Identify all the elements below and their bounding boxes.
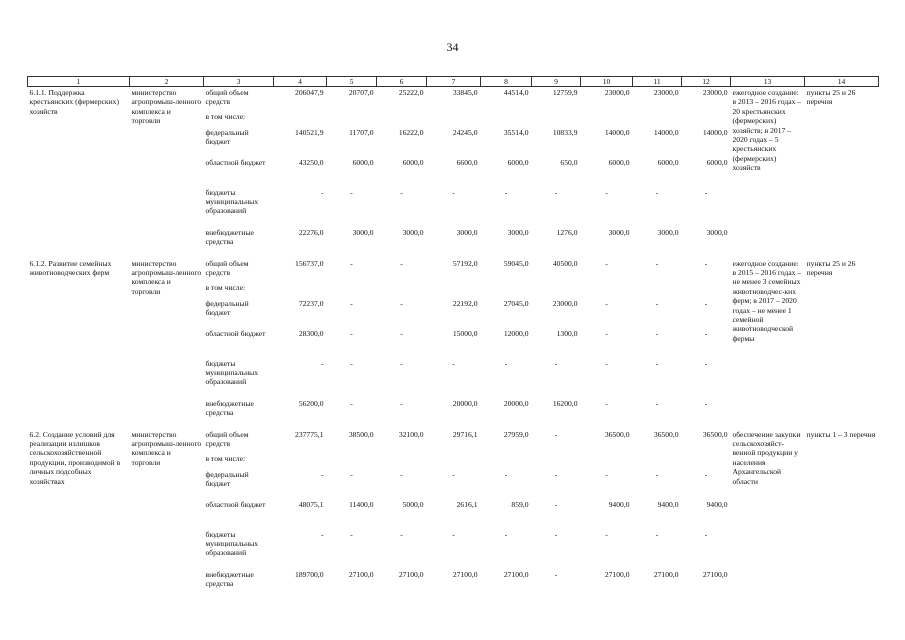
funding-value: 11400,0 [349,499,374,509]
column-number: 8 [481,77,532,87]
funding-source: федеральный бюджет [205,127,249,146]
funding-value: 9400,0 [608,499,630,509]
funding-value [327,282,377,298]
funding-value [532,111,581,127]
funding-value: - [605,529,608,539]
column-number: 11 [633,77,682,87]
funding-value: 3000,0 [657,227,679,237]
funding-value: 206047,9 [295,88,324,97]
funding-source: областной бюджет [205,499,266,509]
funding-value: 23000,0 [653,88,679,97]
funding-value: - [320,529,324,539]
funding-value: - [350,358,353,368]
funding-value: 27100,0 [503,569,529,579]
funding-value: - [452,469,455,479]
funding-value: 27100,0 [452,569,478,579]
funding-value: 36500,0 [653,429,679,439]
funding-value [532,453,581,469]
funding-value: - [605,398,608,408]
funding-value [481,282,532,298]
column-number: 1 [28,77,130,87]
funding-value: 859,0 [511,499,529,509]
funding-value: 9400,0 [706,499,728,509]
funding-value: - [452,187,455,197]
funding-value: 44514,0 [503,88,529,97]
funding-value: 27100,0 [702,569,728,579]
funding-value: 28300,0 [298,328,324,338]
funding-source: областной бюджет [205,328,266,338]
funding-value: - [452,358,455,368]
funding-value: - [320,187,324,197]
funding-value: - [704,258,708,268]
funding-value: - [704,398,708,408]
funding-value: - [400,358,403,368]
funding-value [581,111,633,127]
funding-value: - [350,328,353,338]
funding-value: - [554,529,558,539]
funding-value: - [400,258,403,268]
reference: пункты 1 – 3 перечня [806,429,876,439]
funding-value [427,453,481,469]
funding-value: 48075,1 [298,499,324,509]
program-table [27,76,879,594]
funding-value: - [400,298,403,308]
funding-source: в том числе: [205,453,246,463]
funding-value: 36500,0 [604,429,630,439]
funding-value: - [350,187,353,197]
funding-value: 25222,0 [398,88,424,97]
funding-value [274,453,327,469]
funding-value [682,453,731,469]
funding-value: 156737,0 [295,258,324,268]
funding-value: 59045,0 [503,258,529,268]
funding-value: 38500,0 [348,429,374,439]
funding-value: 27100,0 [604,569,630,579]
funding-value [682,111,731,127]
funding-value: 6000,0 [706,157,728,167]
funding-value: - [320,358,324,368]
funding-source: федеральный бюджет [205,469,249,488]
funding-value: - [554,469,558,479]
reference: пункты 25 и 26 перечня [806,88,856,107]
funding-value: - [554,429,558,439]
funding-value: - [655,469,659,479]
executor: министерство агропромыш-ленного комплекса и торговли [131,258,202,296]
funding-value: 2616,1 [456,499,478,509]
column-number: 2 [130,77,204,87]
funding-value: - [605,298,608,308]
funding-value [581,282,633,298]
funding-value [327,111,377,127]
funding-value: 27959,0 [503,429,529,439]
funding-value: 33845,0 [452,88,478,97]
funding-value [682,282,731,298]
funding-source: общий объем средств [205,258,249,277]
table-body [28,87,879,594]
funding-value: 6000,0 [402,157,424,167]
funding-value: 16222,0 [398,127,424,137]
funding-value [377,453,427,469]
funding-value: 22276,0 [298,227,324,237]
funding-value: - [320,469,324,479]
funding-value: 1276,0 [556,227,578,237]
funding-value [377,282,427,298]
funding-value: - [504,469,508,479]
funding-value [481,111,532,127]
funding-value: - [554,187,558,197]
funding-value: 57192,0 [452,258,478,268]
funding-value: - [504,187,508,197]
funding-source: областной бюджет [205,157,266,167]
funding-value: - [605,358,608,368]
funding-value: - [655,298,659,308]
funding-value: 56200,0 [298,398,324,408]
funding-source: бюджеты муниципальных образований [205,529,259,558]
executor: министерство агропромыш-ленного комплекса и торговли [131,429,202,467]
funding-value [427,111,481,127]
funding-value [633,111,682,127]
funding-source: бюджеты муниципальных образований [205,358,259,387]
funding-value [427,282,481,298]
funding-value: 189700,0 [295,569,324,579]
funding-value: 22192,0 [452,298,478,308]
funding-value: 72237,0 [298,298,324,308]
funding-value [274,111,327,127]
funding-value: 20707,0 [348,88,374,97]
funding-value [581,453,633,469]
funding-value: - [400,529,403,539]
funding-value: 23000,0 [552,298,578,308]
funding-value: 16200,0 [552,398,578,408]
funding-value: 43250,0 [298,157,324,167]
funding-value: 650,0 [560,157,578,167]
funding-value: 3000,0 [706,227,728,237]
table-row [28,87,879,111]
table-row [28,429,879,453]
funding-value: 14000,0 [702,127,728,137]
funding-value: - [704,298,708,308]
funding-value: 32100,0 [398,429,424,439]
funding-value: - [655,328,659,338]
funding-value: - [350,529,353,539]
funding-value: - [554,569,558,579]
funding-value: 11707,0 [349,127,374,137]
measure-name: 6.1.1. Поддержка крестьянских (фермерских) хозяйств [29,88,119,116]
funding-value: 20000,0 [503,398,529,408]
funding-value: - [704,358,708,368]
funding-value [481,453,532,469]
funding-value: 12759,9 [552,88,578,97]
funding-value: 15000,0 [452,328,478,338]
column-number: 6 [377,77,427,87]
funding-value: - [704,328,708,338]
funding-value: - [504,358,508,368]
funding-value: 27100,0 [653,569,679,579]
column-number: 14 [805,77,879,87]
funding-value [377,111,427,127]
funding-value: - [704,469,708,479]
funding-value: - [605,187,608,197]
target-indicator: ежегодное создание: в 2013 – 2016 годах – 20 крестьянских (фермерских) хозяйств; в 2017 – 2020 годах – 5 крестьянских (фермерских) хозяйств [732,88,802,173]
funding-value: 23000,0 [702,88,728,97]
funding-value: - [605,328,608,338]
funding-value: 3000,0 [402,227,424,237]
funding-value: 3000,0 [507,227,529,237]
funding-value: 237775,1 [295,429,324,439]
column-number: 9 [532,77,581,87]
funding-value: 29716,1 [452,429,478,439]
funding-value: 3000,0 [352,227,374,237]
column-number: 7 [427,77,481,87]
funding-value: - [400,187,403,197]
funding-value: 6000,0 [507,157,529,167]
funding-value: 23000,0 [604,88,630,97]
column-number: 12 [682,77,731,87]
column-number: 10 [581,77,633,87]
funding-value: - [605,469,608,479]
funding-value: 20000,0 [452,398,478,408]
funding-value: 3000,0 [608,227,630,237]
funding-value: - [400,398,403,408]
funding-value: - [350,298,353,308]
column-number: 3 [204,77,274,87]
funding-value: - [400,328,403,338]
funding-source: общий объем средств [205,88,249,107]
funding-value: 1300,0 [556,328,578,338]
funding-value: - [554,358,558,368]
funding-source: бюджеты муниципальных образований [205,187,259,216]
funding-value: 27100,0 [398,569,424,579]
funding-source: общий объем средств [205,429,249,448]
funding-value: 6000,0 [657,157,679,167]
measure-name: 6.2. Создание условий для реализации излишков сельскохозяйственной продукции, производимой в личных подсобных хозяйствах [29,429,121,486]
funding-value: 40500,0 [552,258,578,268]
funding-value: 24245,0 [452,127,478,137]
funding-value: 36500,0 [702,429,728,439]
page-number: 34 [446,40,459,54]
column-number: 4 [274,77,327,87]
funding-value: - [350,398,353,408]
funding-value: - [704,529,708,539]
funding-value [274,282,327,298]
funding-value: 6600,0 [456,157,478,167]
funding-value: 6000,0 [352,157,374,167]
target-indicator: ежегодное создание: в 2015 – 2016 годах – не менее 3 семейных животноводчес-ких ферм; в 2017 – 2020 годах – не менее 1 семейной животноводческой фермы [732,258,802,343]
funding-value: 35514,0 [503,127,529,137]
funding-source: внебюджетные средства [205,569,254,588]
target-indicator: обеспечение закупки сельскохозяйст-венной продукции у населения Архангельской области [732,429,801,486]
funding-value: - [554,499,558,509]
funding-value: 14000,0 [653,127,679,137]
funding-value: 12000,0 [503,328,529,338]
measure-name: 6.1.2. Развитие семейных животноводческих ферм [29,258,112,277]
funding-value: - [655,398,659,408]
column-number: 13 [731,77,805,87]
funding-value: - [504,529,508,539]
funding-value [633,282,682,298]
funding-value: - [350,469,353,479]
funding-value [532,282,581,298]
executor: министерство агропромыш-ленного комплекса и торговли [131,88,202,126]
funding-value: - [350,258,353,268]
funding-value: - [605,258,608,268]
funding-value: 10833,9 [552,127,578,137]
funding-value: 3000,0 [456,227,478,237]
funding-value: 27045,0 [503,298,529,308]
funding-value: 6000,0 [608,157,630,167]
funding-source: в том числе: [205,111,246,121]
funding-value: 9400,0 [657,499,679,509]
reference: пункты 25 и 26 перечня [806,258,856,277]
funding-source: внебюджетные средства [205,398,254,417]
column-number-row [28,77,879,87]
funding-source: внебюджетные средства [205,227,254,246]
funding-value: - [655,358,659,368]
column-number: 5 [327,77,377,87]
table-row [28,258,879,282]
funding-value [327,453,377,469]
funding-value: 27100,0 [348,569,374,579]
funding-value: - [704,187,708,197]
funding-value: - [655,258,659,268]
funding-value: 14000,0 [604,127,630,137]
funding-source: в том числе: [205,282,246,292]
funding-value: - [400,469,403,479]
funding-value: 5000,0 [402,499,424,509]
funding-value: 140521,9 [295,127,324,137]
funding-value: - [655,529,659,539]
funding-value [633,453,682,469]
funding-value: - [452,529,455,539]
funding-source: федеральный бюджет [205,298,249,317]
funding-value: - [655,187,659,197]
